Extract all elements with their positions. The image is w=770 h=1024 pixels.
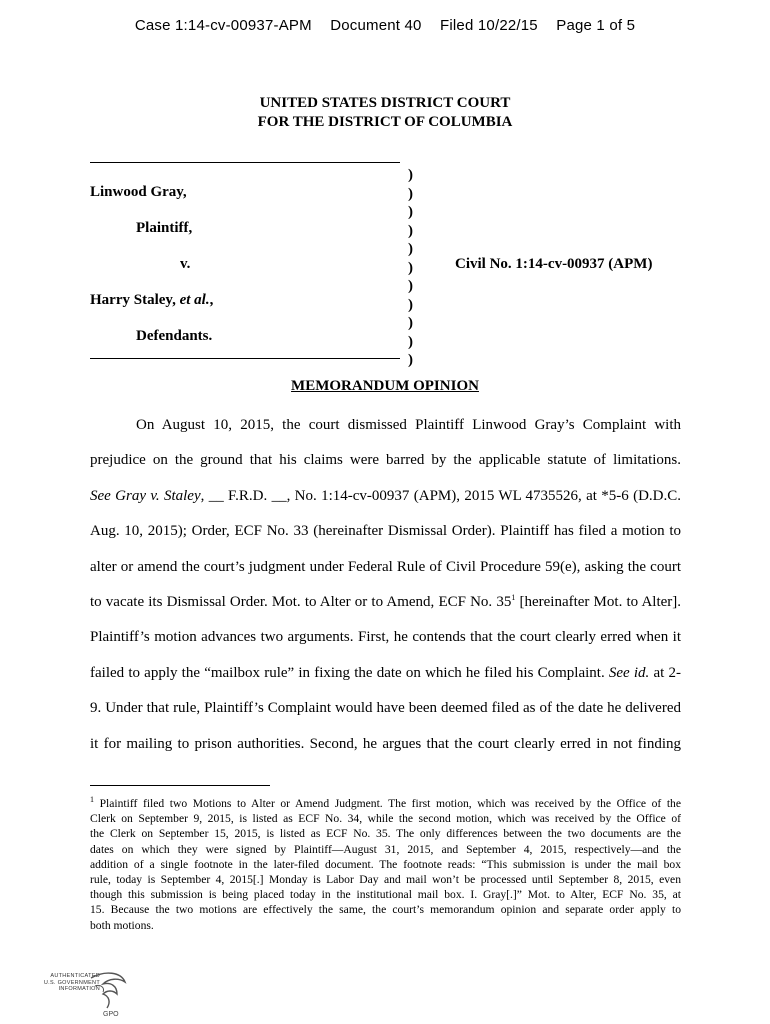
body-line: 9. Under that rule, Plaintiff’s Complaint would have been deemed filed as of the date he delivered <box>90 700 681 717</box>
caption-parentheses: ) ) ) ) ) ) ) ) ) ) ) <box>408 167 413 368</box>
caption-top-rule <box>90 162 400 163</box>
footnote-line: though this submission is being placed today in the institutional mail box. I. Gray[.]” Mot. to Alter, ECF No. 35, at <box>90 888 681 902</box>
body-line: alter or amend the court’s judgment under Federal Rule of Civil Procedure 59(e), asking the court <box>90 558 681 575</box>
body-line: On August 10, 2015, the court dismissed Plaintiff Linwood Gray’s Complaint with <box>136 417 681 433</box>
body-line: See Gray v. Staley, __ F.R.D. __, No. 1:14-cv-00937 (APM), 2015 WL 4735526, at *5-6 (D.D.C. <box>90 487 682 504</box>
body-line: Plaintiff’s motion advances two arguments. First, he contends that the court clearly erred when it <box>90 629 681 646</box>
civil-number: Civil No. 1:14-cv-00937 (APM) <box>455 256 653 272</box>
defendant-role: Defendants. <box>136 328 213 344</box>
footnote-line: addition of a single footnote in the later-filed document. The footnote reads: “This submission is under the mail box <box>90 857 681 871</box>
versus: v. <box>180 256 191 272</box>
body-line: prejudice on the ground that his claims were barred by the applicable statute of limitations. <box>90 452 681 469</box>
footnote-line: $^1$ Plaintiff filed two Motions to Alter or Amend Judgment. The first motion, which was received by the Office of the <box>90 795 681 810</box>
plaintiff-role: Plaintiff, <box>136 220 193 236</box>
court-line-1: UNITED STATES DISTRICT COURT <box>259 95 511 111</box>
footnote-line: rule, today is September 4, 2015[.] Monday is Labor Day and mail won’t be processed until September 8, 2015, even <box>90 873 681 887</box>
footnote <box>90 796 681 933</box>
court-heading <box>0 94 770 132</box>
plaintiff-name: Linwood Gray, <box>90 184 187 200</box>
body-line: Aug. 10, 2015); Order, ECF No. 33 (hereinafter Dismissal Order). Plaintiff has filed a motion to <box>90 523 681 540</box>
svg-text:GPO: GPO <box>103 1011 119 1018</box>
document-title: MEMORANDUM OPINION <box>291 378 479 394</box>
case-number: Case 1:14-cv-00937-APM <box>134 17 312 34</box>
document-number: Document 40 <box>330 17 422 34</box>
body-line: to vacate its Dismissal Order. Mot. to Alter or to Amend, ECF No. $35^1$ [hereinafter Mot. to Alter]. <box>90 592 682 610</box>
case-caption <box>90 160 690 368</box>
footnote-line: Clerk on September 9, 2015, is listed as ECF No. 34, while the second motion, which was received by the Office of <box>90 812 681 826</box>
body-line: failed to apply the “mailbox rule” in fixing the date on which he filed his Complaint. See id. at 2- <box>90 664 681 681</box>
footnote-line: both motions. <box>90 918 154 932</box>
body-line: it for mailing to prison authorities. Second, he argues that the court clearly erred in not finding <box>90 735 681 752</box>
court-line-2: FOR THE DISTRICT OF COLUMBIA <box>257 114 513 130</box>
defendant-name: Harry Staley, et al., <box>90 292 214 308</box>
body-text <box>90 410 681 764</box>
footnote-line: 15. Because the two motions are effectively the same, the court’s memorandum opinion and separate order apply to <box>90 903 681 917</box>
filed-date: Filed 10/22/15 <box>439 17 538 34</box>
footnote-separator <box>90 785 270 786</box>
footnote-line: the Clerk on September 15, 2015, is listed as ECF No. 35. The only differences between the two documents are the <box>90 827 681 841</box>
caption-bottom-rule <box>90 358 400 359</box>
footnote-ref: 1 <box>511 592 516 602</box>
page-header <box>0 17 770 34</box>
footnote-line: dates on which they were signed by Plaintiff—August 31, 2015, and September 4, 2015, respectively—and the <box>90 842 681 856</box>
gpo-seal-text: AUTHENTICATED U.S. GOVERNMENT INFORMATION <box>43 973 100 993</box>
eagle-icon <box>85 968 130 1018</box>
gpo-authentication-seal <box>30 968 130 1018</box>
page-indicator: Page 1 of 5 <box>556 17 636 34</box>
